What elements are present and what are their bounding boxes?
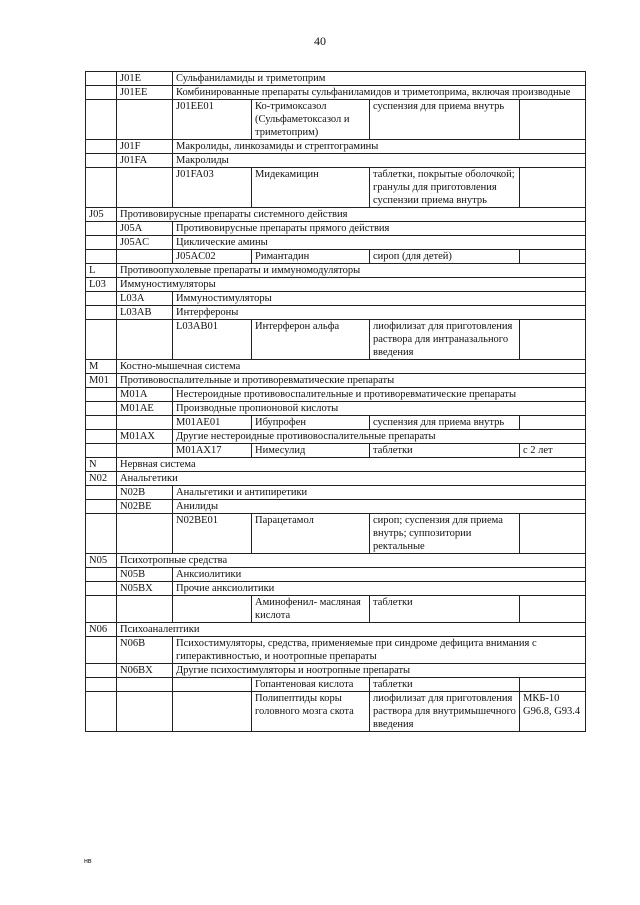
table-row: [86, 416, 586, 430]
note-cell: [520, 100, 586, 140]
group-name-cell: Иммуностимуляторы: [117, 278, 586, 292]
subgroup-code-cell: N05BX: [117, 582, 173, 596]
group-code-cell: [86, 637, 117, 664]
atc-code-cell: J05AC02: [173, 250, 252, 264]
medication-table: [85, 71, 586, 732]
group-code-cell: [86, 678, 117, 692]
table-row: [86, 292, 586, 306]
group-name-cell: Психотропные средства: [117, 554, 586, 568]
subgroup-code-cell: [117, 678, 173, 692]
group-code-cell: [86, 306, 117, 320]
subgroup-code-cell: L03A: [117, 292, 173, 306]
group-name-cell: Психоаналептики: [117, 623, 586, 637]
group-code-cell: [86, 664, 117, 678]
note-cell: [520, 596, 586, 623]
table-row: [86, 596, 586, 623]
table-row: [86, 306, 586, 320]
group-code-cell: [86, 514, 117, 554]
dosage-form-cell: сироп; суспензия для приема внутрь; суппозитории ректальные: [370, 514, 520, 554]
table-row: [86, 86, 586, 100]
drug-name-cell: Парацетамол: [252, 514, 370, 554]
group-code-cell: L: [86, 264, 117, 278]
subgroup-name-cell: Противовирусные препараты прямого действия: [173, 222, 586, 236]
table-row: [86, 444, 586, 458]
table-row: [86, 100, 586, 140]
table-row: [86, 208, 586, 222]
group-code-cell: [86, 168, 117, 208]
note-cell: [520, 416, 586, 430]
group-name-cell: Противовирусные препараты системного действия: [117, 208, 586, 222]
dosage-form-cell: таблетки: [370, 596, 520, 623]
table-row: [86, 692, 586, 732]
note-cell: [520, 320, 586, 360]
group-code-cell: [86, 430, 117, 444]
note-cell: [520, 678, 586, 692]
group-code-cell: [86, 388, 117, 402]
group-code-cell: [86, 100, 117, 140]
table-row: [86, 514, 586, 554]
subgroup-name-cell: Интерфероны: [173, 306, 586, 320]
note-cell: [520, 168, 586, 208]
subgroup-name-cell: Анксиолитики: [173, 568, 586, 582]
table-row: [86, 250, 586, 264]
drug-name-cell: Гопантеновая кислота: [252, 678, 370, 692]
subgroup-code-cell: N02B: [117, 486, 173, 500]
table-row: [86, 72, 586, 86]
subgroup-code-cell: [117, 250, 173, 264]
subgroup-code-cell: J01F: [117, 140, 173, 154]
subgroup-code-cell: N05B: [117, 568, 173, 582]
table-row: [86, 140, 586, 154]
table-row: [86, 264, 586, 278]
drug-name-cell: Ко-тримоксазол (Сульфаметоксазол и триметоприм): [252, 100, 370, 140]
subgroup-code-cell: N06B: [117, 637, 173, 664]
group-code-cell: [86, 250, 117, 264]
table-row: [86, 568, 586, 582]
table-row: [86, 388, 586, 402]
note-cell: МКБ-10 G96.8, G93.4: [520, 692, 586, 732]
dosage-form-cell: таблетки: [370, 678, 520, 692]
note-cell: [520, 514, 586, 554]
group-code-cell: M: [86, 360, 117, 374]
subgroup-name-cell: Комбинированные препараты сульфаниламидов и триметоприма, включая производные: [173, 86, 586, 100]
drug-name-cell: Полипептиды коры головного мозга скота: [252, 692, 370, 732]
subgroup-code-cell: [117, 320, 173, 360]
group-name-cell: Противовоспалительные и противоревматические препараты: [117, 374, 586, 388]
dosage-form-cell: суспензия для приема внутрь: [370, 100, 520, 140]
drug-name-cell: Римантадин: [252, 250, 370, 264]
table-row: [86, 582, 586, 596]
subgroup-code-cell: J05A: [117, 222, 173, 236]
note-cell: [520, 250, 586, 264]
group-code-cell: [86, 568, 117, 582]
group-code-cell: [86, 596, 117, 623]
table-row: [86, 664, 586, 678]
subgroup-name-cell: Прочие анксиолитики: [173, 582, 586, 596]
atc-code-cell: J01EE01: [173, 100, 252, 140]
atc-code-cell: N02BE01: [173, 514, 252, 554]
dosage-form-cell: сироп (для детей): [370, 250, 520, 264]
dosage-form-cell: таблетки, покрытые оболочкой; гранулы для приготовления суспензии приема внутрь: [370, 168, 520, 208]
group-code-cell: [86, 402, 117, 416]
subgroup-code-cell: J01EE: [117, 86, 173, 100]
subgroup-name-cell: Иммуностимуляторы: [173, 292, 586, 306]
group-code-cell: J05: [86, 208, 117, 222]
group-code-cell: N02: [86, 472, 117, 486]
subgroup-code-cell: [117, 692, 173, 732]
subgroup-code-cell: N06BX: [117, 664, 173, 678]
subgroup-code-cell: [117, 168, 173, 208]
subgroup-name-cell: Другие психостимуляторы и ноотропные препараты: [173, 664, 586, 678]
group-name-cell: Костно-мышечная система: [117, 360, 586, 374]
group-code-cell: [86, 154, 117, 168]
dosage-form-cell: лиофилизат для приготовления раствора для внутримышечного введения: [370, 692, 520, 732]
subgroup-name-cell: Макролиды, линкозамиды и стрептограмины: [173, 140, 586, 154]
group-code-cell: N: [86, 458, 117, 472]
medication-table-body: [86, 72, 586, 732]
table-row: [86, 320, 586, 360]
group-code-cell: [86, 140, 117, 154]
table-row: [86, 554, 586, 568]
note-cell: с 2 лет: [520, 444, 586, 458]
drug-name-cell: Мидекамицин: [252, 168, 370, 208]
table-row: [86, 430, 586, 444]
dosage-form-cell: суспензия для приема внутрь: [370, 416, 520, 430]
table-row: [86, 623, 586, 637]
group-name-cell: Противоопухолевые препараты и иммуномодуляторы: [117, 264, 586, 278]
table-row: [86, 236, 586, 250]
atc-code-cell: L03AB01: [173, 320, 252, 360]
table-row: [86, 360, 586, 374]
subgroup-code-cell: L03AB: [117, 306, 173, 320]
dosage-form-cell: таблетки: [370, 444, 520, 458]
group-code-cell: [86, 320, 117, 360]
group-code-cell: M01: [86, 374, 117, 388]
subgroup-code-cell: N02BE: [117, 500, 173, 514]
drug-name-cell: Нимесулид: [252, 444, 370, 458]
subgroup-name-cell: Другие нестероидные противовоспалительные препараты: [173, 430, 586, 444]
atc-code-cell: M01AE01: [173, 416, 252, 430]
group-code-cell: [86, 236, 117, 250]
atc-code-cell: J01FA03: [173, 168, 252, 208]
table-row: [86, 637, 586, 664]
group-code-cell: [86, 72, 117, 86]
drug-name-cell: Аминофенил- масляная кислота: [252, 596, 370, 623]
subgroup-code-cell: J01FA: [117, 154, 173, 168]
group-code-cell: [86, 86, 117, 100]
subgroup-code-cell: M01A: [117, 388, 173, 402]
table-row: [86, 168, 586, 208]
subgroup-name-cell: Сульфаниламиды и триметоприм: [173, 72, 586, 86]
subgroup-code-cell: M01AX: [117, 430, 173, 444]
table-row: [86, 222, 586, 236]
group-code-cell: [86, 486, 117, 500]
group-code-cell: N05: [86, 554, 117, 568]
table-row: [86, 154, 586, 168]
group-code-cell: [86, 222, 117, 236]
subgroup-code-cell: J01E: [117, 72, 173, 86]
subgroup-name-cell: Циклические амины: [173, 236, 586, 250]
atc-code-cell: [173, 596, 252, 623]
subgroup-code-cell: M01AE: [117, 402, 173, 416]
subgroup-name-cell: Макролиды: [173, 154, 586, 168]
subgroup-code-cell: [117, 100, 173, 140]
drug-name-cell: Ибупрофен: [252, 416, 370, 430]
subgroup-code-cell: [117, 416, 173, 430]
subgroup-code-cell: [117, 596, 173, 623]
footer-mark: нв: [84, 858, 92, 865]
atc-code-cell: [173, 692, 252, 732]
subgroup-name-cell: Нестероидные противовоспалительные и противоревматические препараты: [173, 388, 586, 402]
table-row: [86, 374, 586, 388]
group-code-cell: [86, 416, 117, 430]
atc-code-cell: [173, 678, 252, 692]
subgroup-code-cell: [117, 444, 173, 458]
table-row: [86, 458, 586, 472]
subgroup-name-cell: Анальгетики и антипиретики: [173, 486, 586, 500]
group-code-cell: [86, 582, 117, 596]
group-code-cell: [86, 292, 117, 306]
page-number: 40: [314, 34, 326, 48]
subgroup-name-cell: Психостимуляторы, средства, применяемые при синдроме дефицита внимания с гиперактивностью, и ноотропные препараты: [173, 637, 586, 664]
table-row: [86, 486, 586, 500]
subgroup-code-cell: [117, 514, 173, 554]
group-name-cell: Анальгетики: [117, 472, 586, 486]
table-row: [86, 500, 586, 514]
subgroup-name-cell: Анилиды: [173, 500, 586, 514]
group-code-cell: [86, 444, 117, 458]
group-code-cell: [86, 692, 117, 732]
table-row: [86, 472, 586, 486]
table-row: [86, 278, 586, 292]
group-code-cell: N06: [86, 623, 117, 637]
dosage-form-cell: лиофилизат для приготовления раствора для интраназального введения: [370, 320, 520, 360]
group-name-cell: Нервная система: [117, 458, 586, 472]
table-row: [86, 678, 586, 692]
group-code-cell: L03: [86, 278, 117, 292]
subgroup-code-cell: J05AC: [117, 236, 173, 250]
drug-name-cell: Интерферон альфа: [252, 320, 370, 360]
subgroup-name-cell: Производные пропионовой кислоты: [173, 402, 586, 416]
table-row: [86, 402, 586, 416]
atc-code-cell: M01AX17: [173, 444, 252, 458]
group-code-cell: [86, 500, 117, 514]
